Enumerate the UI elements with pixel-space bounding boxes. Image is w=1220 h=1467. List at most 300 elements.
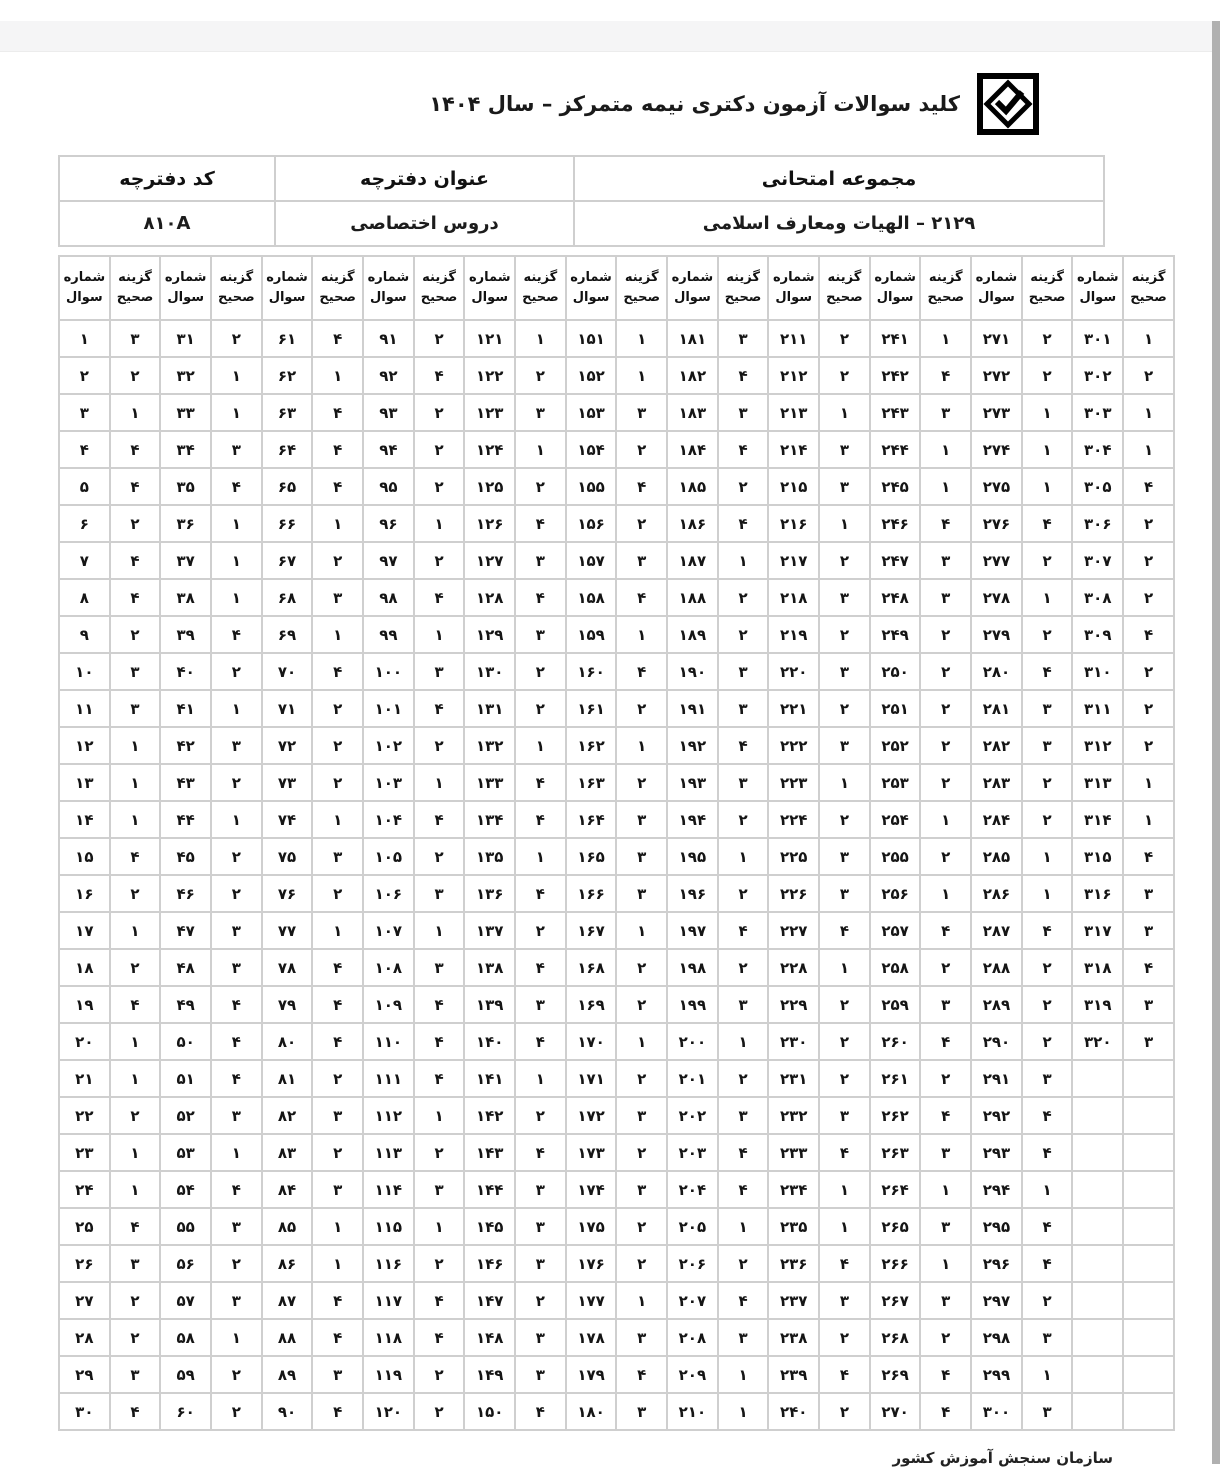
correct-option-header: گزینه صحیح (718, 256, 769, 320)
answer-cell: ۴ (616, 579, 667, 616)
question-number-cell: ۲۰۴ (667, 1171, 718, 1208)
question-number-cell: ۱۱۲ (363, 1097, 414, 1134)
question-number-cell: ۶۱ (262, 320, 313, 357)
question-number-cell: ۱۷۹ (566, 1356, 617, 1393)
question-number-cell: ۳۹ (160, 616, 211, 653)
answer-cell: ۴ (515, 949, 566, 986)
answer-cell: ۳ (312, 1356, 363, 1393)
answer-cell: ۳ (211, 1208, 262, 1245)
question-number-cell: ۱۱۶ (363, 1245, 414, 1282)
answer-cell: ۲ (1022, 801, 1073, 838)
answer-cell: ۴ (211, 1060, 262, 1097)
question-number-cell: ۱۶ (59, 875, 110, 912)
empty-cell (1072, 1171, 1123, 1208)
answer-cell: ۱ (1022, 394, 1073, 431)
correct-option-header: گزینه صحیح (515, 256, 566, 320)
question-number-cell: ۲۸۳ (971, 764, 1022, 801)
answer-cell: ۳ (718, 320, 769, 357)
question-number-cell: ۲۲۷ (768, 912, 819, 949)
answer-cell: ۲ (819, 616, 870, 653)
question-number-cell: ۲۴۸ (870, 579, 921, 616)
answer-cell: ۱ (110, 801, 161, 838)
question-number-cell: ۱۹۵ (667, 838, 718, 875)
question-number-cell: ۲۷۱ (971, 320, 1022, 357)
header (0, 70, 1040, 138)
answer-cell: ۴ (414, 1282, 465, 1319)
question-number-cell: ۱۱۸ (363, 1319, 414, 1356)
answer-cell: ۳ (515, 394, 566, 431)
question-number-cell: ۲۳۹ (768, 1356, 819, 1393)
answer-cell: ۴ (312, 1393, 363, 1430)
question-number-cell: ۲۶۲ (870, 1097, 921, 1134)
question-number-cell: ۱۵۹ (566, 616, 617, 653)
answer-cell: ۴ (414, 579, 465, 616)
question-number-cell: ۱۴۵ (464, 1208, 515, 1245)
question-number-cell: ۵۹ (160, 1356, 211, 1393)
answer-cell: ۲ (1123, 727, 1174, 764)
answer-cell: ۳ (110, 1356, 161, 1393)
question-number-cell: ۲۳۲ (768, 1097, 819, 1134)
answer-cell: ۱ (211, 801, 262, 838)
question-number-cell: ۳ (59, 394, 110, 431)
question-number-cell: ۲۱۷ (768, 542, 819, 579)
correct-option-header: گزینه صحیح (414, 256, 465, 320)
question-number-cell: ۲۹۵ (971, 1208, 1022, 1245)
question-number-cell: ۴ (59, 431, 110, 468)
question-number-cell: ۱۱۱ (363, 1060, 414, 1097)
question-number-cell: ۱۶۰ (566, 653, 617, 690)
question-number-cell: ۲۰۰ (667, 1023, 718, 1060)
question-number-cell: ۶۸ (262, 579, 313, 616)
question-number-cell: ۳۱۷ (1072, 912, 1123, 949)
key-table-row (59, 542, 1174, 579)
question-number-header: شماره سوال (971, 256, 1022, 320)
answer-cell: ۴ (920, 912, 971, 949)
question-number-cell: ۲۷۰ (870, 1393, 921, 1430)
answer-cell: ۱ (414, 764, 465, 801)
question-number-cell: ۱۰۰ (363, 653, 414, 690)
question-number-cell: ۲۹۰ (971, 1023, 1022, 1060)
answer-cell: ۱ (414, 912, 465, 949)
top-gray-band (0, 21, 1220, 52)
answer-cell: ۴ (920, 1393, 971, 1430)
question-number-cell: ۳۱۱ (1072, 690, 1123, 727)
question-number-cell: ۳۷ (160, 542, 211, 579)
correct-option-header: گزینه صحیح (616, 256, 667, 320)
question-number-cell: ۱۹۶ (667, 875, 718, 912)
answer-cell: ۴ (718, 1134, 769, 1171)
question-number-cell: ۳۲ (160, 357, 211, 394)
empty-cell (1123, 1208, 1174, 1245)
question-number-cell: ۸۸ (262, 1319, 313, 1356)
answer-cell: ۴ (1123, 838, 1174, 875)
scrollbar[interactable] (1212, 21, 1220, 1464)
answer-cell: ۴ (515, 1023, 566, 1060)
question-number-cell: ۳۱۰ (1072, 653, 1123, 690)
answer-cell: ۲ (616, 690, 667, 727)
question-number-cell: ۱۸۹ (667, 616, 718, 653)
answer-cell: ۴ (718, 727, 769, 764)
question-number-cell: ۲۲۲ (768, 727, 819, 764)
answer-cell: ۳ (414, 949, 465, 986)
answer-cell: ۳ (920, 986, 971, 1023)
answer-cell: ۱ (312, 616, 363, 653)
question-number-cell: ۱۳۹ (464, 986, 515, 1023)
question-number-cell: ۲۱۱ (768, 320, 819, 357)
question-number-cell: ۲۴۰ (768, 1393, 819, 1430)
question-number-cell: ۴۱ (160, 690, 211, 727)
answer-cell: ۱ (718, 1356, 769, 1393)
question-number-cell: ۴۰ (160, 653, 211, 690)
answer-cell: ۳ (211, 949, 262, 986)
question-number-cell: ۲۱ (59, 1060, 110, 1097)
answer-cell: ۲ (515, 1097, 566, 1134)
question-number-cell: ۲۰۹ (667, 1356, 718, 1393)
answer-cell: ۱ (616, 912, 667, 949)
answer-cell: ۲ (110, 505, 161, 542)
key-table-row (59, 505, 1174, 542)
answer-cell: ۱ (110, 1060, 161, 1097)
answer-cell: ۲ (312, 727, 363, 764)
question-number-cell: ۳۰۰ (971, 1393, 1022, 1430)
answer-cell: ۴ (1022, 1097, 1073, 1134)
question-number-cell: ۱۷ (59, 912, 110, 949)
question-number-cell: ۱۲۰ (363, 1393, 414, 1430)
answer-cell: ۳ (718, 690, 769, 727)
answer-cell: ۴ (312, 653, 363, 690)
question-number-cell: ۱۷۲ (566, 1097, 617, 1134)
answer-cell: ۲ (312, 542, 363, 579)
question-number-cell: ۲۷۸ (971, 579, 1022, 616)
empty-cell (1123, 1393, 1174, 1430)
key-table-row (59, 1023, 1174, 1060)
question-number-cell: ۴۷ (160, 912, 211, 949)
question-number-cell: ۳۸ (160, 579, 211, 616)
answer-cell: ۳ (1123, 875, 1174, 912)
question-number-cell: ۲۴۲ (870, 357, 921, 394)
question-number-cell: ۱۷۵ (566, 1208, 617, 1245)
question-number-cell: ۱۴۸ (464, 1319, 515, 1356)
answer-cell: ۲ (211, 875, 262, 912)
answer-cell: ۲ (312, 690, 363, 727)
answer-cell: ۴ (1022, 912, 1073, 949)
question-number-cell: ۳۰۷ (1072, 542, 1123, 579)
question-number-cell: ۲۹۱ (971, 1060, 1022, 1097)
question-number-cell: ۲۲۶ (768, 875, 819, 912)
question-number-cell: ۹۸ (363, 579, 414, 616)
answer-cell: ۳ (211, 912, 262, 949)
answer-cell: ۱ (515, 1060, 566, 1097)
question-number-cell: ۱۴۳ (464, 1134, 515, 1171)
question-number-cell: ۱۰۹ (363, 986, 414, 1023)
answer-cell: ۱ (211, 690, 262, 727)
answer-cell: ۳ (1022, 727, 1073, 764)
question-number-cell: ۲۶ (59, 1245, 110, 1282)
question-number-cell: ۱۶۲ (566, 727, 617, 764)
question-number-cell: ۳۳ (160, 394, 211, 431)
answer-cell: ۳ (515, 986, 566, 1023)
question-number-cell: ۲۵۹ (870, 986, 921, 1023)
question-number-cell: ۲۲۱ (768, 690, 819, 727)
answer-cell: ۱ (616, 320, 667, 357)
answer-cell: ۱ (110, 912, 161, 949)
question-number-cell: ۱۳۸ (464, 949, 515, 986)
answer-cell: ۴ (312, 1319, 363, 1356)
answer-cell: ۲ (819, 1393, 870, 1430)
question-number-cell: ۶۰ (160, 1393, 211, 1430)
empty-cell (1072, 1245, 1123, 1282)
sanjesh-logo-icon (976, 72, 1040, 136)
answer-cell: ۲ (920, 616, 971, 653)
answer-cell: ۳ (312, 838, 363, 875)
question-number-cell: ۳۰۳ (1072, 394, 1123, 431)
answer-cell: ۳ (1123, 986, 1174, 1023)
correct-option-header: گزینه صحیح (1022, 256, 1073, 320)
answer-cell: ۴ (414, 986, 465, 1023)
answer-cell: ۴ (819, 912, 870, 949)
correct-option-header: گزینه صحیح (211, 256, 262, 320)
question-number-cell: ۲۶۳ (870, 1134, 921, 1171)
empty-cell (1123, 1134, 1174, 1171)
question-number-cell: ۸۰ (262, 1023, 313, 1060)
question-number-cell: ۲۸۹ (971, 986, 1022, 1023)
question-number-cell: ۱۹۰ (667, 653, 718, 690)
empty-cell (1072, 1393, 1123, 1430)
question-number-cell: ۱۷۶ (566, 1245, 617, 1282)
key-table-row (59, 727, 1174, 764)
answer-cell: ۳ (515, 1171, 566, 1208)
question-number-cell: ۲۹۴ (971, 1171, 1022, 1208)
question-number-cell: ۱۴۷ (464, 1282, 515, 1319)
question-number-cell: ۳۰۴ (1072, 431, 1123, 468)
answer-cell: ۲ (819, 542, 870, 579)
answer-cell: ۱ (718, 1208, 769, 1245)
question-number-cell: ۲۳۸ (768, 1319, 819, 1356)
correct-option-header: گزینه صحیح (819, 256, 870, 320)
answer-cell: ۲ (819, 986, 870, 1023)
answer-cell: ۴ (110, 986, 161, 1023)
answer-cell: ۲ (616, 505, 667, 542)
question-number-cell: ۷۶ (262, 875, 313, 912)
answer-cell: ۱ (1022, 431, 1073, 468)
question-number-cell: ۹۶ (363, 505, 414, 542)
correct-option-header: گزینه صحیح (110, 256, 161, 320)
answer-cell: ۱ (211, 394, 262, 431)
question-number-cell: ۱۹۴ (667, 801, 718, 838)
answer-cell: ۴ (414, 690, 465, 727)
question-number-cell: ۱ (59, 320, 110, 357)
answer-cell: ۳ (819, 1097, 870, 1134)
question-number-cell: ۱۳۷ (464, 912, 515, 949)
key-table-row (59, 616, 1174, 653)
question-number-cell: ۱۰۷ (363, 912, 414, 949)
answer-cell: ۳ (920, 1208, 971, 1245)
question-number-cell: ۸۵ (262, 1208, 313, 1245)
question-number-header: شماره سوال (768, 256, 819, 320)
answer-cell: ۳ (312, 1171, 363, 1208)
answer-cell: ۱ (1022, 579, 1073, 616)
answer-cell: ۳ (718, 653, 769, 690)
question-number-cell: ۱۰۶ (363, 875, 414, 912)
key-table-row (59, 1134, 1174, 1171)
question-number-cell: ۲۴ (59, 1171, 110, 1208)
answer-cell: ۱ (920, 1171, 971, 1208)
answer-cell: ۴ (718, 431, 769, 468)
question-number-header: شماره سوال (363, 256, 414, 320)
question-number-cell: ۲۳۷ (768, 1282, 819, 1319)
answer-cell: ۳ (616, 875, 667, 912)
answer-cell: ۲ (515, 1282, 566, 1319)
question-number-cell: ۲۵۷ (870, 912, 921, 949)
answer-cell: ۱ (312, 1245, 363, 1282)
answer-cell: ۲ (211, 653, 262, 690)
question-number-cell: ۲۱۲ (768, 357, 819, 394)
answer-cell: ۱ (1123, 431, 1174, 468)
answer-cell: ۳ (819, 653, 870, 690)
answer-cell: ۴ (515, 579, 566, 616)
question-number-cell: ۱۸۷ (667, 542, 718, 579)
question-number-cell: ۱۴۰ (464, 1023, 515, 1060)
question-number-cell: ۴۵ (160, 838, 211, 875)
answer-cell: ۳ (515, 1245, 566, 1282)
question-number-cell: ۵۳ (160, 1134, 211, 1171)
answer-cell: ۴ (414, 1060, 465, 1097)
answer-cell: ۳ (515, 1208, 566, 1245)
answer-cell: ۲ (414, 542, 465, 579)
answer-cell: ۲ (616, 986, 667, 1023)
answer-cell: ۲ (616, 431, 667, 468)
answer-cell: ۳ (616, 1393, 667, 1430)
answer-cell: ۴ (819, 1134, 870, 1171)
question-number-cell: ۲۶۵ (870, 1208, 921, 1245)
question-number-cell: ۱۸۱ (667, 320, 718, 357)
answer-cell: ۲ (616, 1208, 667, 1245)
question-number-cell: ۳۱۲ (1072, 727, 1123, 764)
question-number-cell: ۱۶۸ (566, 949, 617, 986)
answer-cell: ۲ (1022, 542, 1073, 579)
answer-cell: ۲ (819, 1023, 870, 1060)
question-number-cell: ۱۶۶ (566, 875, 617, 912)
question-number-cell: ۲۸ (59, 1319, 110, 1356)
question-number-cell: ۱۵ (59, 838, 110, 875)
question-number-cell: ۲۷۳ (971, 394, 1022, 431)
question-number-cell: ۳۰۸ (1072, 579, 1123, 616)
question-number-cell: ۱۱ (59, 690, 110, 727)
answer-cell: ۱ (920, 875, 971, 912)
question-number-cell: ۱۱۰ (363, 1023, 414, 1060)
question-number-header: شماره سوال (262, 256, 313, 320)
question-number-header: شماره سوال (1072, 256, 1123, 320)
answer-cell: ۲ (1022, 357, 1073, 394)
question-number-cell: ۱۲۱ (464, 320, 515, 357)
answer-cell: ۲ (1022, 320, 1073, 357)
answer-cell: ۴ (414, 801, 465, 838)
answer-cell: ۲ (718, 875, 769, 912)
question-number-cell: ۱۷۱ (566, 1060, 617, 1097)
answer-cell: ۴ (718, 357, 769, 394)
answer-cell: ۲ (515, 468, 566, 505)
question-number-cell: ۲۳۳ (768, 1134, 819, 1171)
question-number-cell: ۲۶۴ (870, 1171, 921, 1208)
answer-cell: ۱ (718, 542, 769, 579)
question-number-cell: ۲۳ (59, 1134, 110, 1171)
answer-cell: ۳ (718, 1097, 769, 1134)
question-number-cell: ۹۰ (262, 1393, 313, 1430)
question-number-cell: ۲۸۰ (971, 653, 1022, 690)
question-number-cell: ۵۲ (160, 1097, 211, 1134)
answer-cell: ۲ (920, 764, 971, 801)
question-number-cell: ۱۹۱ (667, 690, 718, 727)
answer-cell: ۴ (515, 801, 566, 838)
question-number-cell: ۲۱۳ (768, 394, 819, 431)
answer-cell: ۴ (920, 1097, 971, 1134)
answer-cell: ۴ (312, 320, 363, 357)
question-number-cell: ۳۶ (160, 505, 211, 542)
question-number-cell: ۵۸ (160, 1319, 211, 1356)
answer-cell: ۳ (920, 1282, 971, 1319)
answer-cell: ۴ (110, 1208, 161, 1245)
correct-option-header: گزینه صحیح (1123, 256, 1174, 320)
key-table-row (59, 1208, 1174, 1245)
question-number-cell: ۳۱۳ (1072, 764, 1123, 801)
answer-cell: ۲ (819, 320, 870, 357)
question-number-cell: ۴۳ (160, 764, 211, 801)
empty-cell (1123, 1171, 1174, 1208)
answer-cell: ۲ (1123, 653, 1174, 690)
question-number-cell: ۱۹۹ (667, 986, 718, 1023)
answer-cell: ۲ (819, 1319, 870, 1356)
question-number-cell: ۱۵۲ (566, 357, 617, 394)
answer-cell: ۴ (515, 505, 566, 542)
info-value-row (59, 201, 1104, 246)
question-number-cell: ۷۲ (262, 727, 313, 764)
answer-cell: ۴ (110, 542, 161, 579)
question-number-cell: ۳۵ (160, 468, 211, 505)
question-number-cell: ۱۶۳ (566, 764, 617, 801)
answer-cell: ۲ (718, 579, 769, 616)
answer-cell: ۳ (920, 1134, 971, 1171)
question-number-cell: ۲۰۲ (667, 1097, 718, 1134)
question-number-header: شماره سوال (59, 256, 110, 320)
answer-cell: ۲ (920, 1319, 971, 1356)
answer-cell: ۴ (819, 1356, 870, 1393)
question-number-cell: ۱۲۷ (464, 542, 515, 579)
question-number-cell: ۶۵ (262, 468, 313, 505)
question-number-cell: ۲۷۶ (971, 505, 1022, 542)
answer-cell: ۳ (1123, 1023, 1174, 1060)
question-number-cell: ۲۹۲ (971, 1097, 1022, 1134)
answer-cell: ۳ (819, 727, 870, 764)
key-table-row (59, 320, 1174, 357)
question-number-cell: ۲۵ (59, 1208, 110, 1245)
answer-cell: ۲ (819, 357, 870, 394)
question-number-cell: ۱۳۵ (464, 838, 515, 875)
answer-cell: ۲ (616, 1060, 667, 1097)
question-number-cell: ۲۲۸ (768, 949, 819, 986)
question-number-cell: ۲۱۰ (667, 1393, 718, 1430)
answer-cell: ۱ (819, 1171, 870, 1208)
answer-cell: ۲ (211, 1356, 262, 1393)
answer-cell: ۴ (718, 1282, 769, 1319)
question-number-cell: ۲۱۴ (768, 431, 819, 468)
answer-cell: ۱ (515, 838, 566, 875)
answer-cell: ۲ (1123, 690, 1174, 727)
question-number-cell: ۱۷۳ (566, 1134, 617, 1171)
question-number-cell: ۹۹ (363, 616, 414, 653)
question-number-cell: ۱۳۱ (464, 690, 515, 727)
answer-cell: ۲ (414, 1393, 465, 1430)
question-number-cell: ۱۹۳ (667, 764, 718, 801)
